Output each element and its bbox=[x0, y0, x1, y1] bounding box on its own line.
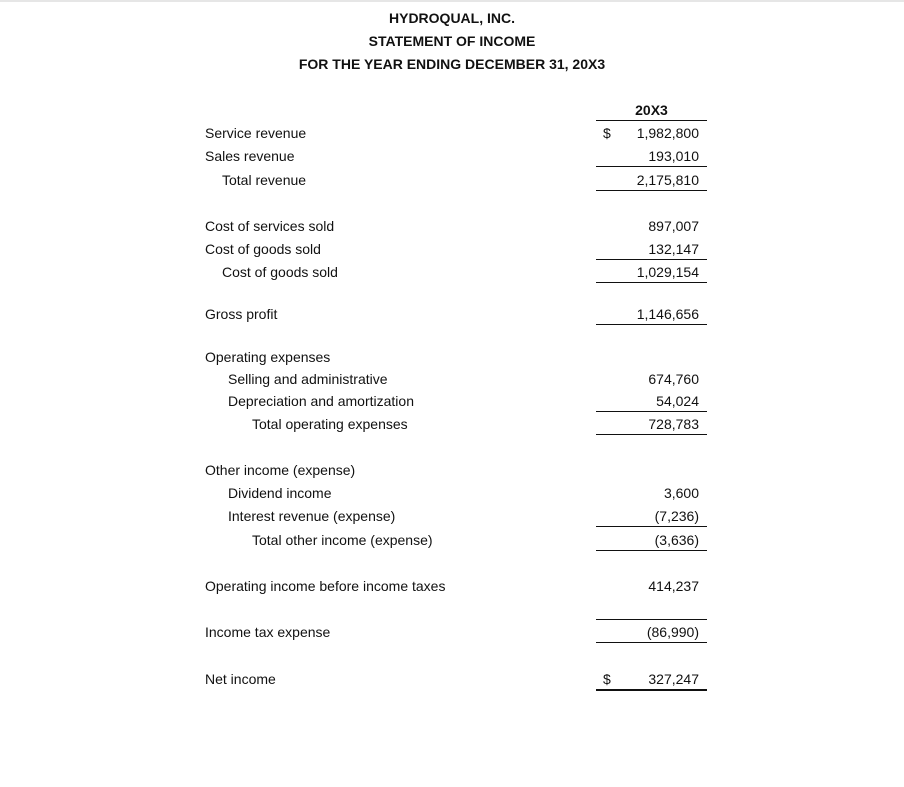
total-opex-label: Total operating expenses bbox=[252, 416, 408, 432]
other-income-heading: Other income (expense) bbox=[205, 462, 356, 478]
gross-profit-value: 1,146,656 bbox=[636, 306, 699, 322]
income-tax-label: Income tax expense bbox=[205, 624, 331, 640]
service-revenue-label: Service revenue bbox=[205, 125, 307, 141]
cost-of-services-label: Cost of services sold bbox=[205, 218, 335, 234]
total-revenue-rule bbox=[596, 190, 707, 191]
interest-label: Interest revenue (expense) bbox=[228, 508, 396, 524]
cost-of-goods-value: 132,147 bbox=[648, 241, 699, 257]
dividend-income-value: 3,600 bbox=[663, 485, 699, 501]
operating-income-label: Operating income before income taxes bbox=[205, 578, 446, 594]
revenue-subtotal-rule bbox=[596, 166, 707, 167]
total-opex-rule bbox=[596, 434, 707, 435]
total-cost-value: 1,029,154 bbox=[636, 264, 699, 280]
gross-profit-label: Gross profit bbox=[205, 306, 278, 322]
column-header-rule bbox=[596, 120, 707, 121]
income-tax-top-rule bbox=[596, 619, 707, 620]
total-cost-label: Cost of goods sold bbox=[222, 264, 338, 280]
net-income-double-rule bbox=[596, 689, 707, 691]
statement-period: FOR THE YEAR ENDING DECEMBER 31, 20X3 bbox=[298, 56, 606, 72]
sales-revenue-value: 193,010 bbox=[648, 148, 699, 164]
total-other-income-rule bbox=[596, 550, 707, 551]
cost-of-goods-label: Cost of goods sold bbox=[205, 241, 321, 257]
net-income-value: 327,247 bbox=[648, 671, 699, 687]
total-revenue-value: 2,175,810 bbox=[636, 172, 699, 188]
service-revenue-value: 1,982,800 bbox=[636, 125, 699, 141]
sales-revenue-label: Sales revenue bbox=[205, 148, 295, 164]
total-other-income-label: Total other income (expense) bbox=[252, 532, 433, 548]
currency-symbol: $ bbox=[603, 125, 611, 141]
gross-profit-rule bbox=[596, 324, 707, 325]
column-header-year: 20X3 bbox=[635, 102, 668, 118]
operating-expenses-heading: Operating expenses bbox=[205, 349, 331, 365]
income-tax-value: (86,990) bbox=[646, 624, 699, 640]
selling-admin-value: 674,760 bbox=[648, 371, 699, 387]
cost-of-services-value: 897,007 bbox=[648, 218, 699, 234]
total-revenue-label: Total revenue bbox=[222, 172, 307, 188]
income-tax-bottom-rule bbox=[596, 642, 707, 643]
interest-value: (7,236) bbox=[654, 508, 699, 524]
net-income-label: Net income bbox=[205, 671, 276, 687]
depreciation-value: 54,024 bbox=[656, 393, 699, 409]
operating-income-value: 414,237 bbox=[648, 578, 699, 594]
cost-subtotal-rule bbox=[596, 259, 707, 260]
net-income-currency-symbol: $ bbox=[603, 671, 611, 687]
statement-title: STATEMENT OF INCOME bbox=[368, 33, 536, 49]
top-border bbox=[0, 0, 904, 2]
depreciation-label: Depreciation and amortization bbox=[228, 393, 414, 409]
opex-subtotal-rule bbox=[596, 411, 707, 412]
other-income-subtotal-rule bbox=[596, 526, 707, 527]
company-name: HYDROQUAL, INC. bbox=[389, 10, 515, 26]
total-opex-value: 728,783 bbox=[648, 416, 699, 432]
total-other-income-value: (3,636) bbox=[654, 532, 699, 548]
selling-admin-label: Selling and administrative bbox=[228, 371, 388, 387]
dividend-income-label: Dividend income bbox=[228, 485, 332, 501]
total-cost-rule bbox=[596, 282, 707, 283]
